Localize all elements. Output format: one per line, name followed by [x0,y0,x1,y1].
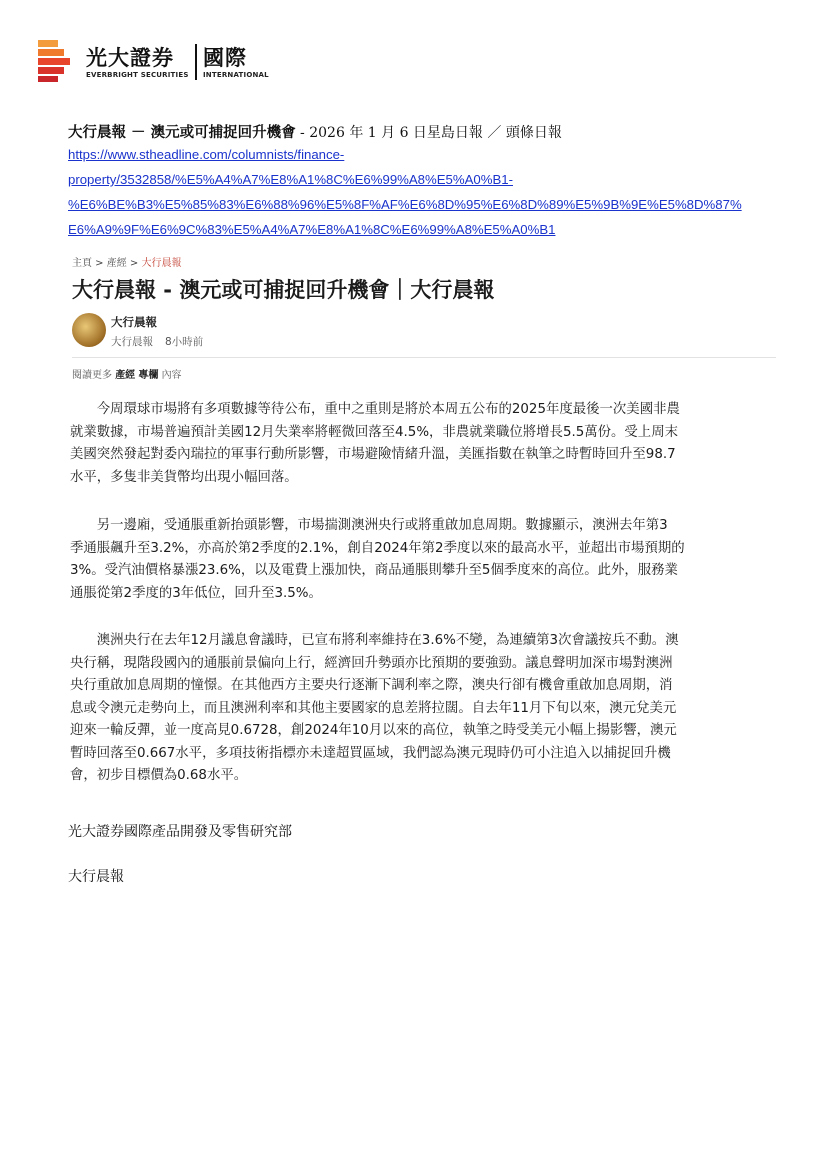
article-title: 大行晨報 - 澳元或可捕捉回升機會｜大行晨報 [72,278,495,302]
logo-name-cn: 光大證券 [86,46,174,70]
logo-sub-en: INTERNATIONAL [203,71,269,79]
tag-link-1[interactable]: 產經 [115,370,136,381]
author-sub: 大行晨報 [111,336,153,348]
department-signature: 光大證券國際產品開發及零售研究部 [68,824,292,840]
source-link-line-2[interactable]: property/3532858/%E5%A4%A7%E8%A1%8C%E6%99%A8%E5%A0%B1- [68,172,513,187]
document-title: 大行晨報 － 澳元或可捕捉回升機會 [68,125,296,141]
breadcrumb: 主頁 > 產經 > 大行晨報 [72,258,182,269]
logo-divider [195,44,197,80]
logo-sub-cn: 國際 [203,46,247,70]
avatar[interactable] [72,313,106,347]
breadcrumb-current[interactable]: 大行晨報 [141,258,182,269]
tag-link-2[interactable]: 專欄 [138,370,159,381]
breadcrumb-home[interactable]: 主頁 [72,258,92,269]
column-signature: 大行晨報 [68,869,124,885]
logo-name-en: EVERBRIGHT SECURITIES [86,71,189,79]
source-link-line-3[interactable]: %E6%BE%B3%E5%85%83%E6%88%96%E5%8F%AF%E6%8D%95%E6%8D%89%E5%9B%9E%E5%8D%87% [68,197,742,212]
author-name[interactable]: 大行晨報 [111,315,157,329]
divider [72,357,776,358]
article-paragraph: 澳洲央行在去年12月議息會議時，已宣布將利率維持在3.6%不變，為連續第3次會議按兵不動。澳 央行稱，現階段國內的通脹前景偏向上行，經濟回升勢頭亦比預期的要強勁。議息聲明加深市場對澳洲 央行重啟加息周期的憧憬。在其他西方主要央行逐漸下調利率之際，澳央行卻有機會重啟加息周期，消 息或令澳元走勢向上，而且澳洲利率和其他主要國家的息差將拉闊。自去年11月下旬以來，澳元兌美元 迎來一輪反彈，並一度高見0.6728，創2024年10月以來的高位，執筆之時受美元小幅上揚影響，澳元 暫時回落至0.667水平，多項技術指標亦未達超買區域，我們認為澳元現時仍可小注追入以捕捉回升機 會，初步目標價為0.68水平。 [70,633,679,783]
article-paragraph: 另一邊廂，受通脹重新抬頭影響，市場揣測澳洲央行或將重啟加息周期。數據顯示，澳洲去年第3 季通脹飆升至3.2%，亦高於第2季度的2.1%，創自2024年第2季度以來的最高水平，並超出市場預期的 3%。受汽油價格暴漲23.6%，以及電費上漲加快，商品通脹則攀升至5個季度來的高位。此外，服務業 通脹從第2季度的3年低位，回升至3.5%。 [70,518,685,601]
publish-time: 8小時前 [165,336,204,348]
breadcrumb-section[interactable]: 產經 [106,258,127,269]
article-paragraph: 今周環球市場將有多項數據等待公布，重中之重則是將於本周五公布的2025年度最後一次美國非農 就業數據，市場普遍預計美國12月失業率將輕微回落至4.5%，非農就業職位將增長5.5萬份。受上周末 美國突然發起對委內瑞拉的軍事行動所影響，市場避險情緒升溫，美匯指數在執筆之時暫時回升至98.7 水平，多隻非美貨幣均出現小幅回落。 [70,402,680,485]
source-link-line-1[interactable]: https://www.stheadline.com/columnists/finance- [68,147,345,162]
author-meta [111,334,203,349]
everbright-logo-icon [38,40,72,82]
document-header [68,121,562,142]
source-link-line-4[interactable]: E6%A9%9F%E6%9C%83%E5%A4%A7%E8%A1%8C%E6%99%A8%E5%A0%B1 [68,222,556,237]
read-more: 閱讀更多 產經 專欄 內容 [72,370,182,381]
document-source: - 2026 年 1 月 6 日星島日報 ／ 頭條日報 [295,125,562,141]
